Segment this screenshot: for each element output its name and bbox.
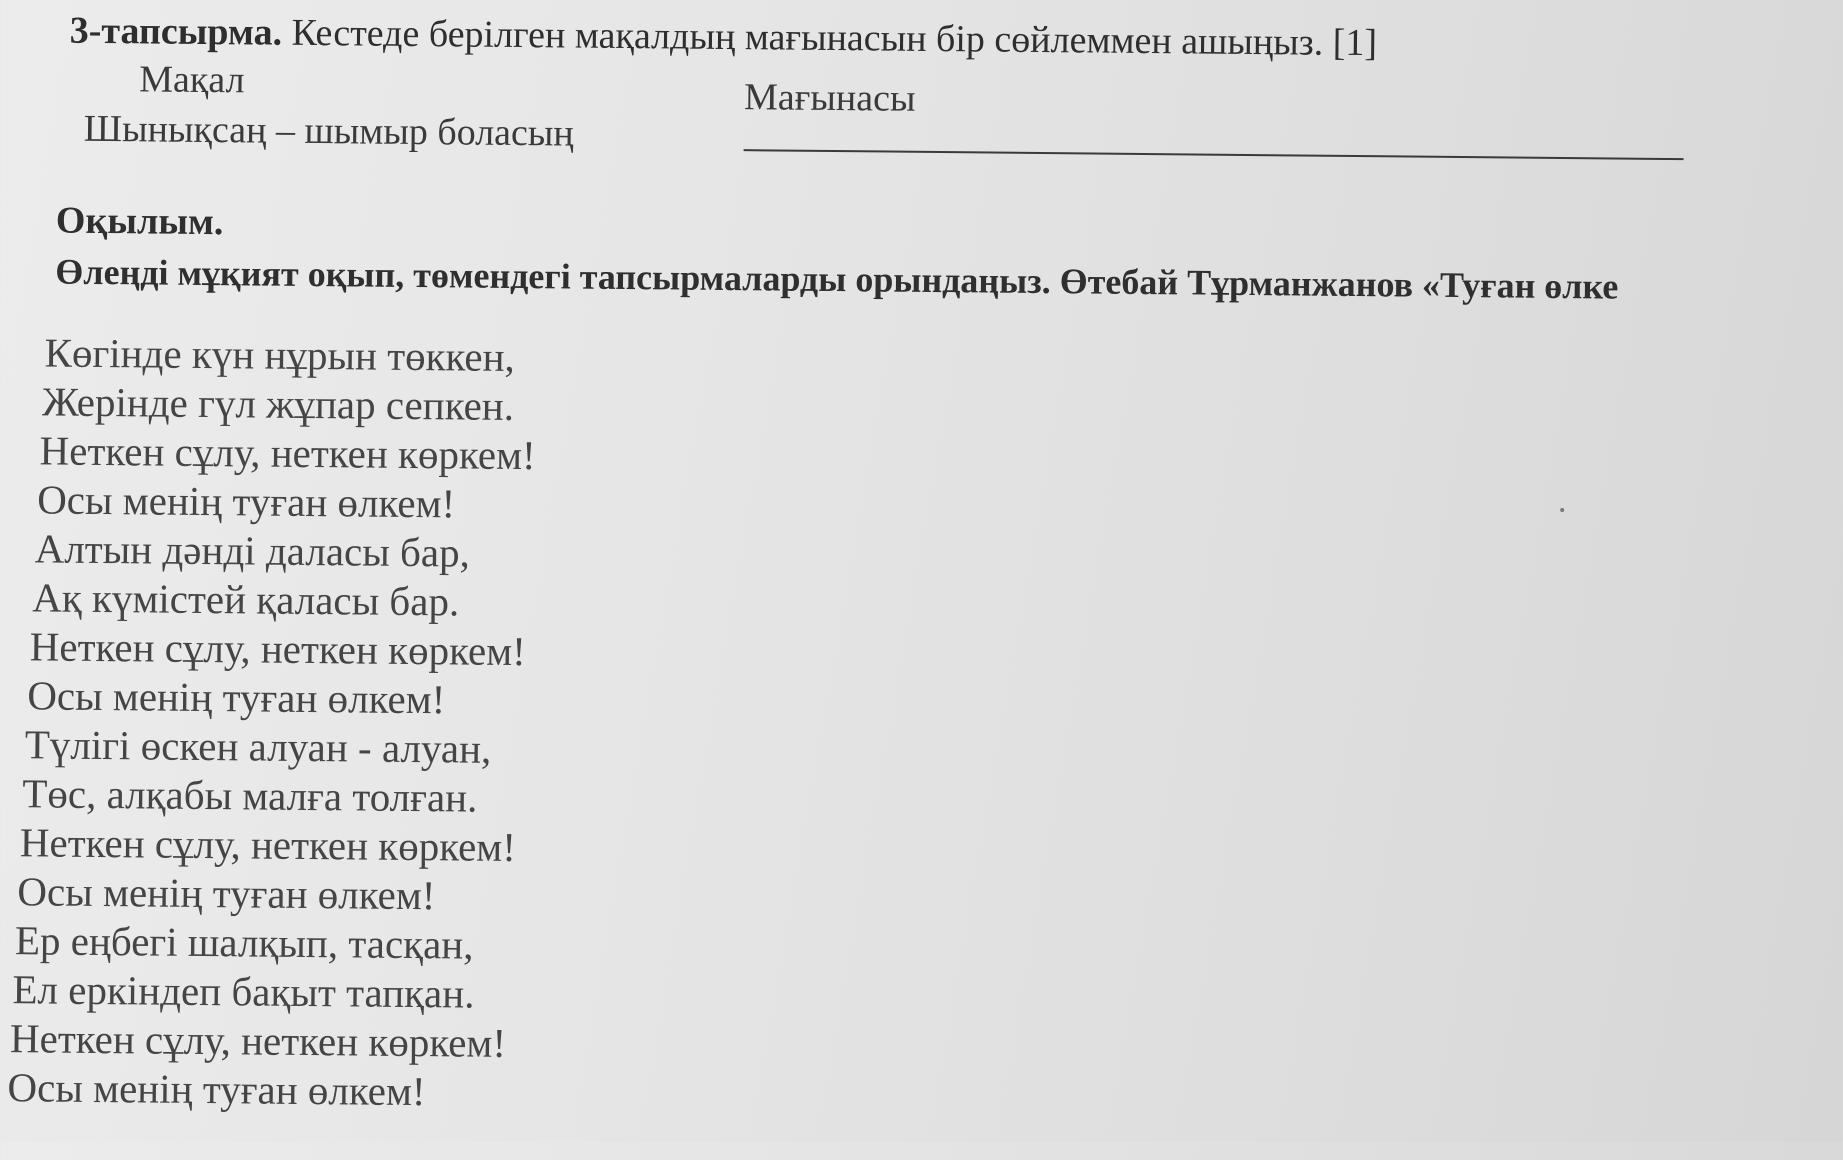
task-3-prompt xyxy=(69,9,1377,66)
poem-line: Ер еңбегі шалқып, тасқан, xyxy=(14,917,474,968)
reading-instruction: Өлеңді мұқият оқып, төмендегі тапсырмаларды орындаңыз. Өтебай Тұрманжанов «Туған өлке xyxy=(55,251,1619,307)
poem-line: Ақ күмістей қаласы бар. xyxy=(32,574,460,625)
poem xyxy=(7,328,537,1117)
proverb-text: Шынықсаң – шымыр боласың xyxy=(83,107,574,155)
poem-line: Неткен сұлу, неткен көркем! xyxy=(39,427,536,479)
poem-line: Неткен сұлу, неткен көркем! xyxy=(19,819,517,870)
task-label: 3-тапсырма. xyxy=(69,9,283,54)
poem-line: Түлігі өскен алуан - алуан, xyxy=(24,721,492,772)
poem-line: Көгінде күн нұрын төккен, xyxy=(44,329,516,380)
poem-line: Осы менің туған өлкем! xyxy=(27,672,446,723)
meaning-column-header: Мағынасы xyxy=(743,76,916,120)
poem-line: Осы менің туған өлкем! xyxy=(7,1064,426,1115)
paper-speck xyxy=(1560,508,1564,512)
poem-line: Төс, алқабы малға толған. xyxy=(22,770,478,821)
task-text: Кестеде берілген мақалдың мағынасын бір сөйлеммен ашыңыз. [1] xyxy=(281,11,1378,65)
poem-line: Осы менің туған өлкем! xyxy=(17,868,436,919)
poem-line: Алтын дәнді даласы бар, xyxy=(34,525,471,576)
poem-line: Неткен сұлу, неткен көркем! xyxy=(29,623,527,675)
poem-line: Ел еркіндеп бақыт тапқан. xyxy=(12,966,475,1017)
proverb-column-header: Мақал xyxy=(139,58,245,102)
poem-line: Осы менің туған өлкем! xyxy=(36,476,456,527)
meaning-answer-line[interactable] xyxy=(744,149,1684,160)
poem-line: Неткен сұлу, неткен көркем! xyxy=(9,1015,507,1066)
poem-line: Жерінде гүл жұпар сепкен. xyxy=(41,378,515,429)
reading-section-title: Оқылым. xyxy=(55,199,224,244)
